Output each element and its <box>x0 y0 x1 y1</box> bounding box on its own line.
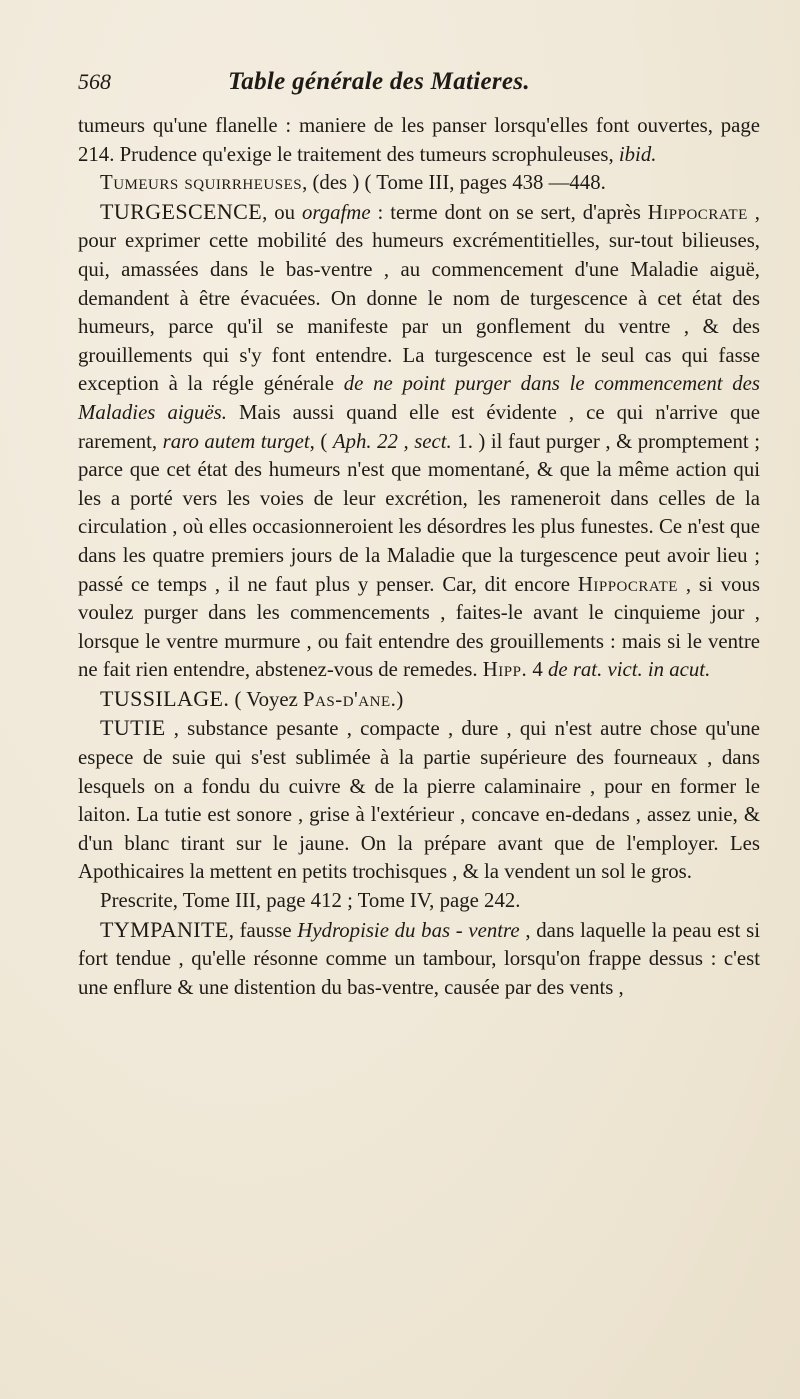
running-title: Table générale des Matieres. <box>228 68 530 95</box>
entry-tutie <box>78 714 760 887</box>
entry-text: , dans laquelle la peau est si fort tendue , qu'elle résonne comme un tambour, lorsqu'on frappe dessus : c'est une enflure & une distention du bas-ventre, causée par des vents , <box>78 918 760 999</box>
entry-text: , ou <box>262 200 303 224</box>
entry-synonym: Hydropisie du bas - ventre <box>297 918 520 942</box>
entry-reference: Aph. 22 , sect. <box>332 429 452 453</box>
index-text <box>78 112 760 1002</box>
page-header <box>78 68 760 108</box>
entry-tumeurs-squirrheuses <box>78 169 760 198</box>
entry-text: : terme dont on se sert, d'après <box>370 200 648 224</box>
entry-text: Mais aussi quand elle est évidente , ce qui n'arrive que rarement, <box>78 400 760 453</box>
entry-headword: TUSSILAGE. <box>100 685 230 711</box>
entry-quote: raro autem turget <box>162 429 310 453</box>
entry-text: Prescrite, Tome III, page 412 ; Tome IV, page 242. <box>100 889 521 913</box>
cross-reference: Pas-d'ane. <box>303 687 397 711</box>
entry-continuation <box>78 112 760 169</box>
entry-reference: ibid. <box>618 142 657 166</box>
entry-text: tumeurs qu'une flanelle : maniere de les panser lorsqu'elles font ouvertes, page 214. Prudence qu'exige le traitement des tumeurs scrophuleuses, <box>78 114 760 166</box>
entry-synonym: orgafme <box>302 200 371 224</box>
entry-quote: de ne point purger dans le commencement des Maladies aiguës. <box>78 372 760 424</box>
entry-headword: Tumeurs squirrheuses <box>100 171 303 195</box>
page-number: 568 <box>78 69 111 94</box>
entry-turgescence <box>78 198 760 685</box>
author-name: Hippocrate <box>647 200 748 224</box>
entry-tussilage <box>78 685 760 715</box>
entry-headword: TUTIE <box>100 715 166 741</box>
entry-text: , ( <box>309 429 333 453</box>
entry-text: , fausse <box>228 918 298 942</box>
entry-text: , si vous voulez purger dans les commencements , faites-le avant le cinquieme jour , lorsque le ventre murmure , ou fait entendre des grouillements : mais si le ventre ne fait rien entendre, abstenez-vous de remedes. <box>78 572 760 682</box>
entry-reference: de rat. vict. in acut. <box>547 658 711 682</box>
entry-text: 4 <box>527 658 548 682</box>
entry-tympanite <box>78 916 760 1003</box>
entry-text: ( Voyez <box>229 687 304 711</box>
author-abbrev: Hipp. <box>482 658 528 682</box>
author-name: Hippocrate <box>577 572 678 596</box>
entry-text: , substance pesante , compacte , dure , qui n'est autre chose qu'une espece de suie qui s'est sublimée à la partie supérieure des fourneaux , dans lesquels on a fondu du cuivre & de la pierre calaminaire , pour en former le laiton. La tutie est sonore , grise à l'extérieur , concave en-dedans , assez unie, & d'un blanc tirant sur le jaune. On la prépare avant que de l'employer. Les Apothicaires la mettent en petits trochisques , & la vendent un sol le gros. <box>78 717 760 884</box>
entry-text: , pour exprimer cette mobilité des humeurs excrémentitielles, sur-tout bilieuses, qui, amassées dans le bas-ventre , au commencement d'une Maladie aiguë, demandent à être évacuées. On donne le nom de turgescence à cet état des humeurs, parce qu'il se manifeste par un gonflement du ventre , & des grouillements qui s'y font entendre. La turgescence est le seul cas qui fasse exception à la régle générale <box>78 200 760 396</box>
entry-text: ) <box>396 687 404 711</box>
entry-headword: TYMPANITE <box>100 916 229 942</box>
entry-tutie-reference <box>78 887 760 916</box>
entry-text: 1. ) il faut purger , & promptement ; parce que cet état des humeurs n'est que momentané, & que la même action qui les a porté vers les voies de leur excrétion, les rameneroit dans celles de la circulation , où elles occasionneroient les désordres les plus funestes. Ce n'est que dans les quatre premiers jours de la Maladie que la turgescence peut avoir lieu ; passé ce temps , il ne faut plus y penser. Car, dit encore <box>78 429 760 596</box>
entry-text: , (des ) ( Tome III, pages 438 —448. <box>302 171 606 195</box>
entry-headword: TURGESCENCE <box>100 198 263 224</box>
